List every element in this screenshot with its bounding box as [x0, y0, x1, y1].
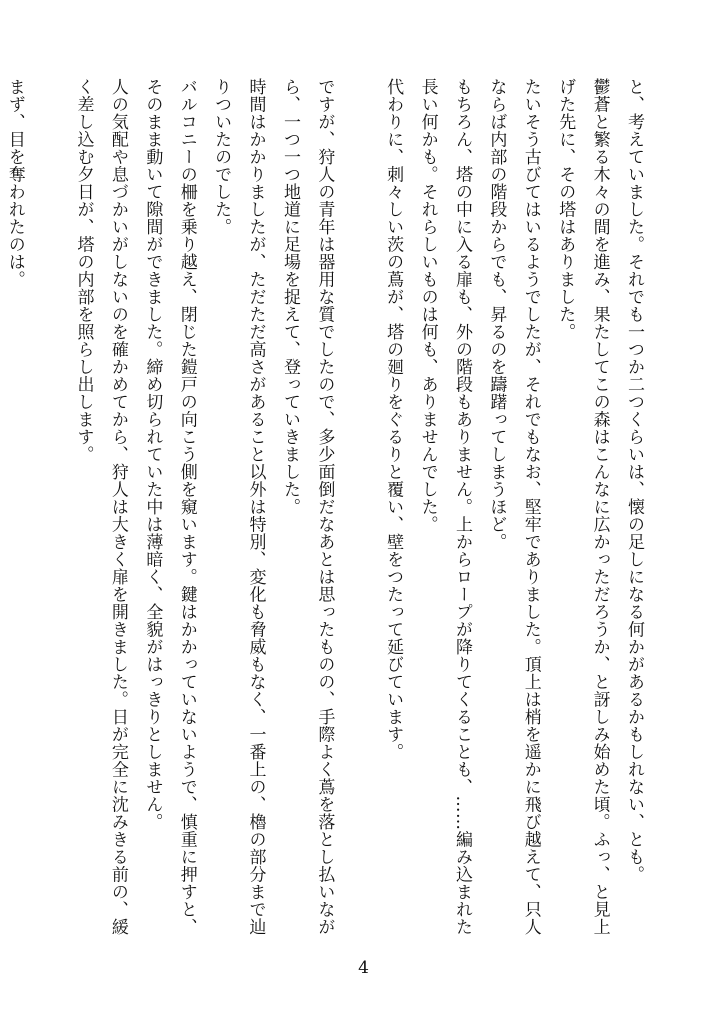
text-line: ら、一つ一つ地道に足場を捉えて、登っていきました。	[279, 78, 300, 516]
page-number: 4	[358, 958, 369, 978]
text-line: 時間はかかりましたが、ただただ高さがあること以外は特別、変化も脅威もなく、一番上の、櫓の部分まで辿	[245, 78, 266, 936]
text-line: と、考えていました。それでも一つか二つくらいは、懐の足しになる何かがあるかもしれない、とも。	[624, 78, 644, 883]
blank-line	[341, 78, 375, 948]
text-line: く差し込む夕日が、塔の内部を照らし出します。	[73, 78, 94, 463]
text-line: ならば内部の階段からでも、昇るのを躊躇ってしまうほど。	[486, 78, 507, 551]
text-line: 代わりに、刺々しい茨の蔦が、塔の廻りをぐるりと覆い、壁をつたって延びています。	[383, 78, 404, 761]
text-line: そのまま動いて隙間ができました。締め切られていた中は薄暗く、全貌がはっきりとしません。	[142, 78, 163, 831]
text-line: 長い何かも。それらしいものは何も、ありませんでした。	[417, 78, 438, 533]
text-line: ですが、狩人の青年は器用な質でしたので、多少面倒だなあとは思ったものの、手際よく蔦を落とし払いなが	[314, 78, 335, 936]
blank-line	[32, 78, 66, 948]
text-line: 鬱蒼と繁る木々の間を進み、果たしてこの森はこんなに広かっただろうか、と訝しみ始めた頃。ふっ、と見上	[589, 78, 610, 936]
text-line: りついたのでした。	[211, 78, 232, 236]
text-line: げた先に、その塔はありました。	[555, 78, 576, 341]
text-line: まず、目を奪われたのは。	[4, 78, 25, 288]
text-line: バルコニーの柵を乗り越え、閉じた鎧戸の向こう側を窺います。鍵はかかっていないようで、慎重に押すと、	[176, 78, 197, 936]
text-line: たいそう古びてはいるようでしたが、それでもなお、堅牢でありました。頂上は梢を遥かに飛び越えて、只人	[520, 78, 541, 936]
vertical-text-body	[4, 78, 651, 948]
text-line: もちろん、塔の中に入る扉も、外の階段もありません。上からロープが降りてくることも、……編み込まれた	[451, 78, 472, 936]
text-line: 人の気配や息づかいがしないのを確かめてから、狩人は大きく扉を開きました。日が完全に沈みきる前の、緩	[107, 78, 128, 936]
